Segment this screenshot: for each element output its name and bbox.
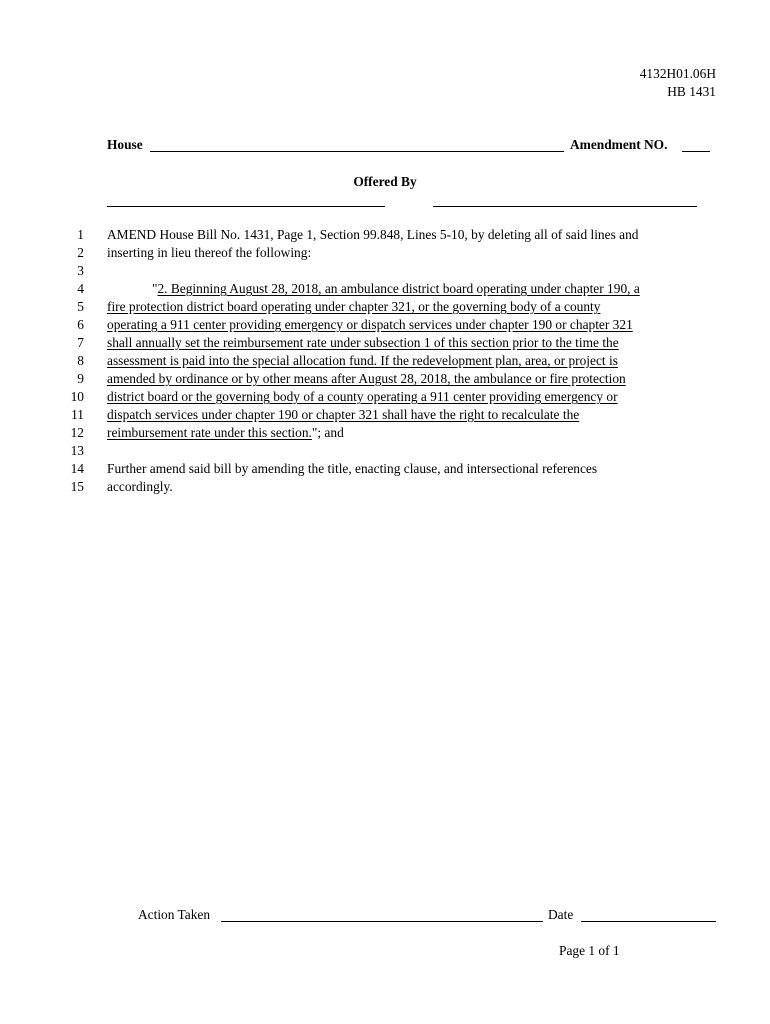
numbered-line <box>0 334 770 352</box>
numbered-line <box>0 352 770 370</box>
numbered-line <box>0 442 770 460</box>
text-segment: Further amend said bill by amending the title, enacting clause, and intersectional references <box>107 461 598 476</box>
line-number: 5 <box>77 299 84 314</box>
numbered-line <box>0 244 770 262</box>
line-number: 2 <box>77 245 84 260</box>
bill-number: HB 1431 <box>667 84 716 99</box>
amendment-text-body <box>0 226 770 496</box>
line-text <box>107 478 173 496</box>
numbered-line <box>0 460 770 478</box>
line-number: 15 <box>70 479 84 494</box>
inserted-text: fire protection district board operating under chapter 321, or the governing body of a county <box>107 299 601 314</box>
inserted-text: shall annually set the reimbursement rate under subsection 1 of this section prior to the time the <box>107 335 619 350</box>
numbered-line <box>0 298 770 316</box>
line-text <box>107 244 311 262</box>
inserted-text: operating a 911 center providing emergency or dispatch services under chapter 190 or chapter 321 <box>107 317 633 332</box>
line-text <box>152 280 640 298</box>
action-taken-label: Action Taken <box>138 907 211 922</box>
amendment-number-label: Amendment NO. <box>570 137 668 152</box>
inserted-text: district board or the governing body of a county operating a 911 center providing emergency or <box>107 389 618 404</box>
offered-by-signature-line-left <box>107 206 385 207</box>
line-text <box>107 226 638 244</box>
line-text <box>107 334 619 352</box>
numbered-line <box>0 280 770 298</box>
line-number: 14 <box>70 461 84 476</box>
inserted-text: amended by ordinance or by other means after August 28, 2018, the ambulance or fire protection <box>107 371 626 386</box>
date-label: Date <box>548 907 574 922</box>
line-number: 7 <box>77 335 84 350</box>
text-segment: " <box>152 281 158 296</box>
numbered-line <box>0 424 770 442</box>
line-number: 11 <box>71 407 84 422</box>
text-segment: inserting in lieu thereof the following: <box>107 245 312 260</box>
line-number: 8 <box>77 353 84 368</box>
line-number: 6 <box>77 317 84 332</box>
inserted-text: assessment is paid into the special allocation fund. If the redevelopment plan, area, or project is <box>107 353 618 368</box>
line-number: 4 <box>77 281 84 296</box>
line-text <box>107 406 579 424</box>
numbered-line <box>0 370 770 388</box>
numbered-line <box>0 406 770 424</box>
line-number: 3 <box>77 263 84 278</box>
numbered-line <box>0 316 770 334</box>
offered-by-label: Offered By <box>353 174 417 189</box>
numbered-line <box>0 478 770 496</box>
line-number: 12 <box>70 425 84 440</box>
line-text <box>107 388 618 406</box>
text-segment: AMEND House Bill No. 1431, Page 1, Section 99.848, Lines 5-10, by deleting all of said lines and <box>107 227 639 242</box>
numbered-line <box>0 262 770 280</box>
house-blank-line <box>150 151 564 152</box>
date-blank-line <box>581 921 716 922</box>
numbered-line <box>0 226 770 244</box>
line-number: 9 <box>77 371 84 386</box>
offered-by-signature-line-right <box>433 206 697 207</box>
line-number: 1 <box>77 227 84 242</box>
line-text <box>107 352 618 370</box>
line-text <box>107 424 344 442</box>
doc-number: 4132H01.06H <box>639 66 716 81</box>
document-id-block <box>640 65 716 101</box>
line-text <box>107 460 597 478</box>
page-number: Page 1 of 1 <box>559 943 620 958</box>
line-number: 13 <box>70 443 84 458</box>
inserted-text: 2. Beginning August 28, 2018, an ambulance district board operating under chapter 190, a <box>157 281 640 296</box>
action-taken-blank-line <box>221 921 543 922</box>
inserted-text: dispatch services under chapter 190 or chapter 321 shall have the right to recalculate the <box>107 407 580 422</box>
house-label: House <box>107 137 143 152</box>
text-segment: accordingly. <box>107 479 173 494</box>
amendment-number-blank-line <box>682 151 710 152</box>
numbered-line <box>0 388 770 406</box>
text-segment: "; and <box>311 425 344 440</box>
line-number: 10 <box>70 389 84 404</box>
line-text <box>107 316 633 334</box>
inserted-text: reimbursement rate under this section. <box>107 425 312 440</box>
line-text <box>107 298 600 316</box>
line-text <box>107 370 626 388</box>
